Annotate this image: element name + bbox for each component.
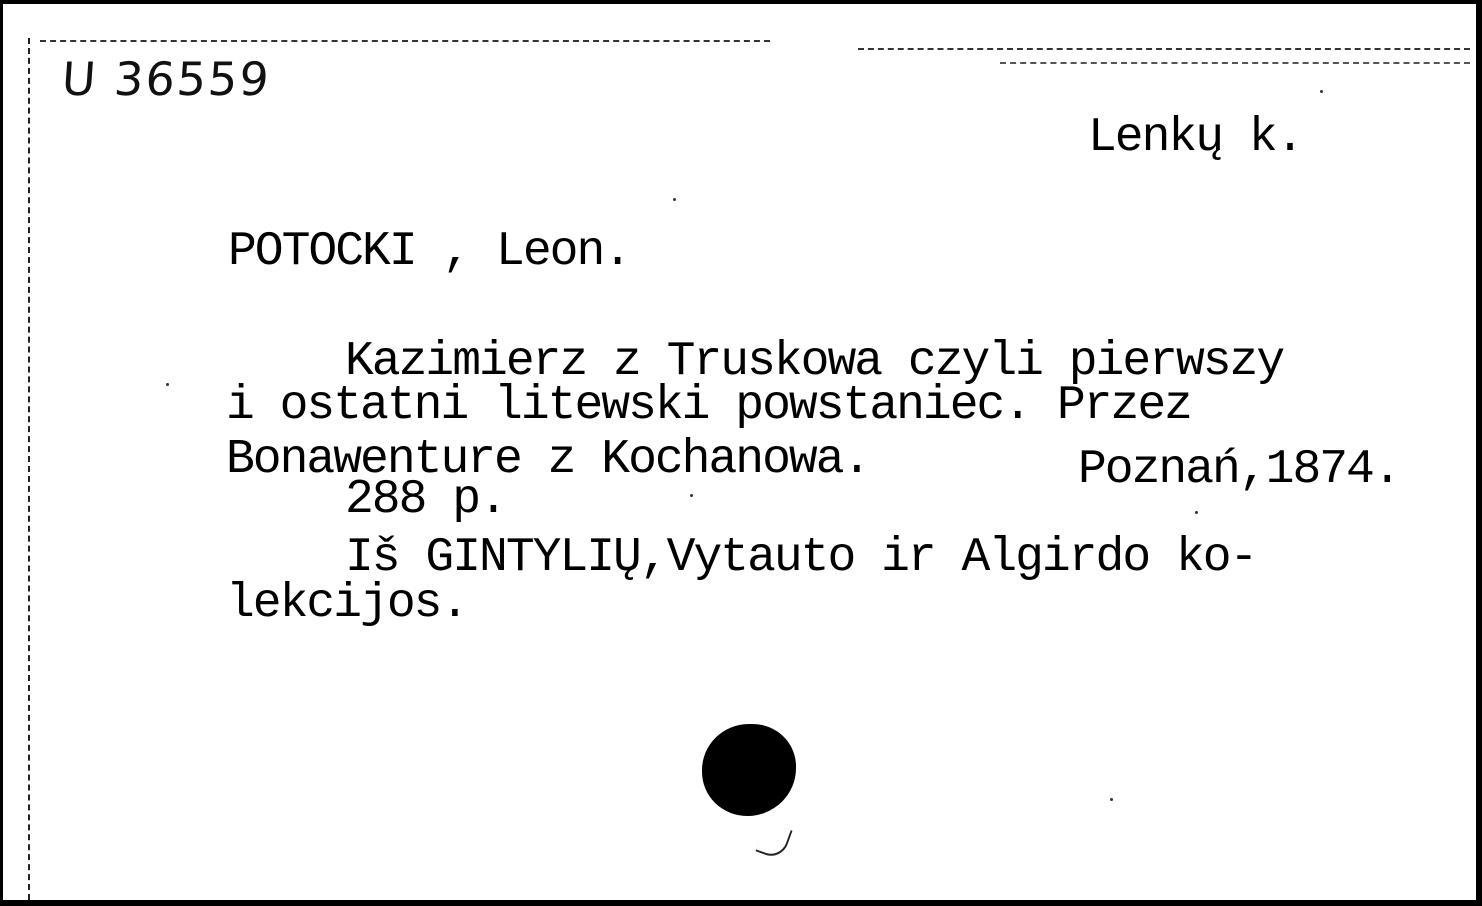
pencil-mark	[755, 821, 792, 861]
speck	[673, 198, 676, 201]
card-top-dashes	[40, 40, 770, 42]
title-line: i ostatni litewski powstaniec. Przez	[226, 379, 1191, 433]
card-border-right	[1476, 0, 1482, 906]
provenance-line: Iš GINTYLIŲ,Vytauto ir Algirdo ko-	[345, 531, 1257, 585]
section-label: Lenkų k.	[1088, 111, 1303, 165]
speck	[1320, 90, 1323, 93]
speck	[1195, 511, 1198, 514]
title-line: Kazimierz z Truskowa czyli pierwszy	[345, 335, 1284, 389]
card-left-margin-line	[28, 38, 30, 900]
author-heading: POTOCKI , Leon.	[228, 225, 631, 279]
title-line: Bonawenture z Kochanowa.	[226, 433, 870, 487]
imprint: Poznań,1874.	[1078, 443, 1400, 497]
provenance-line: lekcijos.	[226, 577, 468, 631]
card-top-dashes-right	[858, 48, 1470, 50]
card-top-dashes-right-lower	[1000, 62, 1470, 64]
card-border-bottom	[0, 900, 1482, 906]
card-border-top	[0, 0, 1482, 4]
card-border-left	[0, 0, 3, 906]
pagination: 288 p.	[345, 473, 506, 527]
call-number: U 36559	[60, 52, 273, 106]
speck	[1110, 798, 1113, 801]
punch-hole	[702, 724, 796, 816]
speck	[166, 383, 169, 386]
speck	[690, 494, 693, 497]
